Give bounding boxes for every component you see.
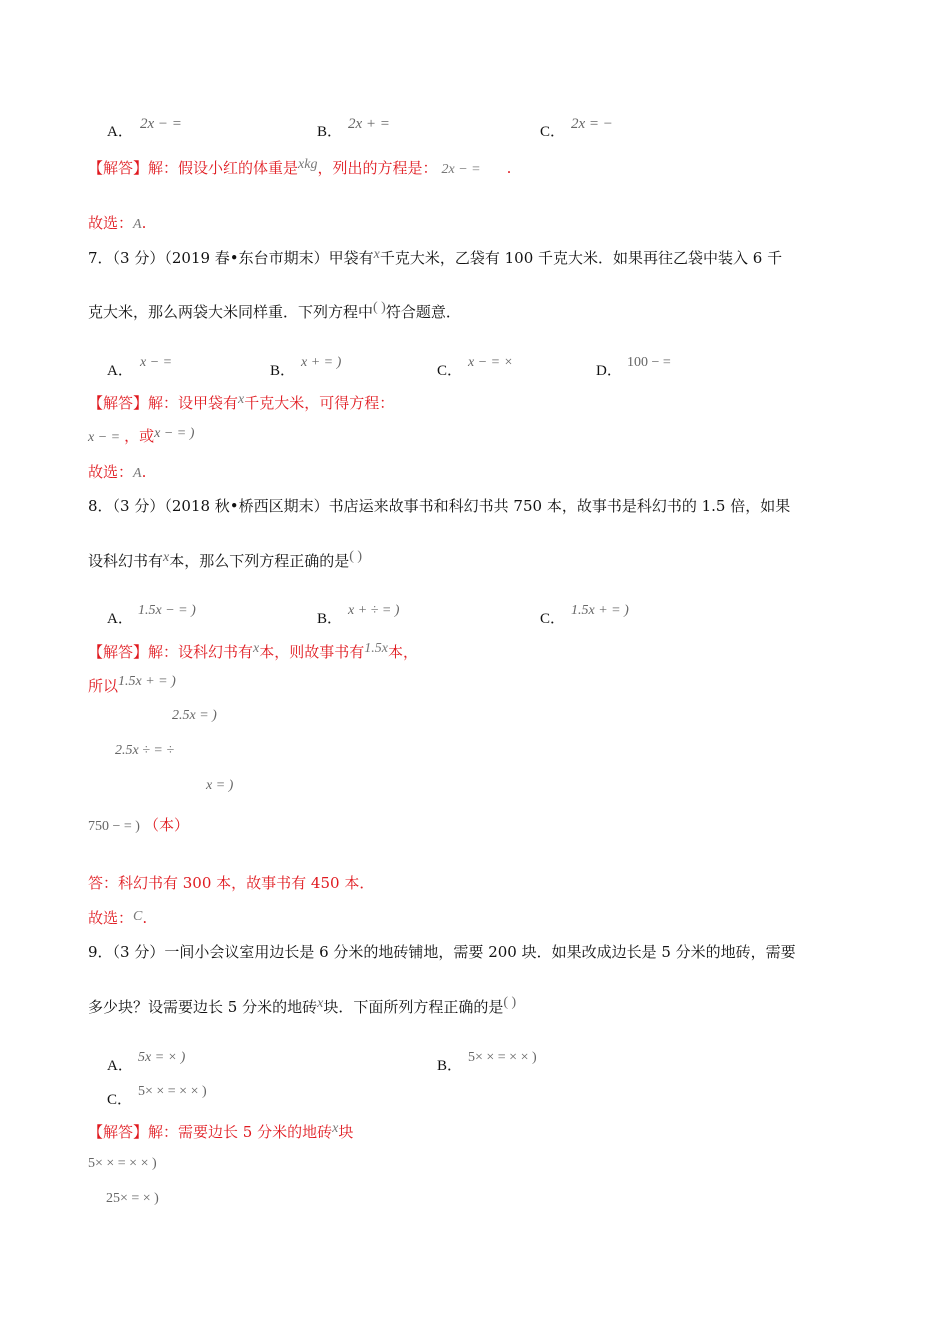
answer-variable: x xyxy=(253,641,260,656)
equation-or: ，或 xyxy=(124,427,155,445)
q8-stem-text-2: 本，那么下列方程正确的是 xyxy=(169,552,350,570)
answer-tag: 【解答】 xyxy=(88,159,149,177)
equation-step: 1.5x + = ) xyxy=(118,674,176,689)
q9-stem-text: 多少块？设需要边长 5 分米的地砖 xyxy=(88,998,318,1016)
q8-option-b-expr: x + ÷ = ) xyxy=(348,603,400,618)
q8-reply: 答：科幻书有 300 本，故事书有 450 本． xyxy=(88,874,375,892)
answer-blank: ( ) xyxy=(503,995,517,1010)
answer-equation: 2x − = xyxy=(441,162,481,177)
equation-step: x = ) xyxy=(206,778,234,793)
unit-label: （本） xyxy=(143,816,189,834)
q7-stem-text-3: 克大米，那么两袋大米同样重．下列方程中 xyxy=(88,303,374,321)
q9-stem-line-1: 9．（3 分）一间小会议室用边长是 6 分米的地砖铺地，需要 200 块．如果改成边长是 5 分米的地砖，需要 xyxy=(88,943,796,961)
q8-option-b-label[interactable]: B． xyxy=(317,611,343,627)
equation-step: 2.5x ÷ = ÷ xyxy=(115,743,175,758)
choice-end: . xyxy=(141,214,147,232)
choice-value: A xyxy=(133,466,142,481)
q7-variable: x xyxy=(373,247,380,262)
q7-option-c-expr: x − = × xyxy=(468,355,514,370)
q8-step-1 xyxy=(88,676,176,696)
q9-option-a-expr: 5x = × ) xyxy=(138,1050,186,1065)
q7-option-d-label[interactable]: D． xyxy=(596,363,622,379)
choice-end: . xyxy=(141,463,147,481)
equation-b: x − = ) xyxy=(154,426,195,441)
q7-stem-text-2: 千克大米，乙袋有 100 千克大米．如果再往乙袋中装入 6 千 xyxy=(379,249,783,267)
q6-option-b-expr: 2x + = xyxy=(348,116,390,132)
q6-choice xyxy=(88,213,146,235)
q7-stem-line-1 xyxy=(88,248,782,270)
q8-option-c-expr: 1.5x + = ) xyxy=(571,603,629,618)
q7-choice xyxy=(88,462,146,484)
answer-tag: 【解答】 xyxy=(88,643,149,661)
q7-stem-text: 7．（3 分）（2019 春•东台市期末）甲袋有 xyxy=(88,249,374,267)
answer-variable: x xyxy=(332,1121,339,1136)
q7-answer xyxy=(88,393,394,415)
q8-stem-line-1: 8．（3 分）（2018 秋•桥西区期末）书店运来故事书和科幻书共 750 本，故事书是科幻书的 1.5 倍，如果 xyxy=(88,497,791,515)
so-label: 所以 xyxy=(88,677,119,695)
choice-label: 故选： xyxy=(88,214,134,232)
choice-end: . xyxy=(142,909,148,927)
equation-step: 25× = × ) xyxy=(106,1191,159,1206)
q7-option-d-expr: 100 − = xyxy=(627,355,671,370)
q9-stem-text-2: 块．下面所列方程正确的是 xyxy=(323,998,504,1016)
q8-variable: x xyxy=(163,550,170,565)
answer-text: 解：设科幻书有 xyxy=(148,643,254,661)
q9-answer xyxy=(88,1122,353,1144)
choice-label: 故选： xyxy=(88,463,134,481)
q6-option-c-expr: 2x = − xyxy=(571,116,613,132)
answer-tag: 【解答】 xyxy=(88,1123,149,1141)
answer-text-3: 本， xyxy=(387,643,418,661)
q7-option-c-label[interactable]: C． xyxy=(437,363,463,379)
q7-equations xyxy=(88,426,194,446)
answer-text-2: ，列出的方程是： xyxy=(317,159,438,177)
q6-option-b-label[interactable]: B． xyxy=(317,124,343,140)
q9-option-c-label[interactable]: C． xyxy=(107,1092,133,1108)
q6-option-a-label[interactable]: A． xyxy=(107,124,133,140)
q9-option-b-label[interactable]: B． xyxy=(437,1058,463,1074)
q7-stem-line-2 xyxy=(88,302,461,324)
q9-option-c-expr: 5× × = × × ) xyxy=(138,1084,207,1099)
answer-text-2: 本，则故事书有 xyxy=(259,643,365,661)
q8-option-c-label[interactable]: C． xyxy=(540,611,566,627)
answer-text-2: 块 xyxy=(338,1123,354,1141)
q9-variable: x xyxy=(317,996,324,1011)
equation-step: 2.5x = ) xyxy=(172,708,217,723)
choice-value: C xyxy=(133,909,143,924)
q7-option-a-expr: x − = xyxy=(140,355,173,370)
answer-end: . xyxy=(506,159,512,177)
answer-text: 解：假设小红的体重是 xyxy=(148,159,299,177)
answer-variable: x xyxy=(238,392,245,407)
answer-text-2: 千克大米，可得方程： xyxy=(244,394,395,412)
q9-stem-line-2 xyxy=(88,997,516,1019)
q6-option-a-expr: 2x − = xyxy=(140,116,182,132)
equation-a: x − = xyxy=(88,430,121,445)
q9-option-a-label[interactable]: A． xyxy=(107,1058,133,1074)
answer-tag: 【解答】 xyxy=(88,394,149,412)
answer-blank: ( ) xyxy=(373,300,386,315)
q7-stem-text-4: 符合题意． xyxy=(385,303,461,321)
q7-option-a-label[interactable]: A． xyxy=(107,363,133,379)
q9-option-b-expr: 5× × = × × ) xyxy=(468,1050,537,1065)
q8-answer xyxy=(88,642,418,664)
answer-text: 解：需要边长 5 分米的地砖 xyxy=(148,1123,333,1141)
q8-step-5 xyxy=(88,815,189,835)
q6-answer xyxy=(88,158,511,180)
choice-label: 故选： xyxy=(88,909,134,927)
q8-option-a-label[interactable]: A． xyxy=(107,611,133,627)
answer-variable-2: 1.5x xyxy=(364,641,388,656)
q8-option-a-expr: 1.5x − = ) xyxy=(138,603,196,618)
q8-stem-line-2 xyxy=(88,551,362,573)
answer-blank: ( ) xyxy=(349,549,363,564)
choice-value: A xyxy=(133,217,142,232)
q6-option-c-label[interactable]: C． xyxy=(540,124,566,140)
answer-variable: xkg xyxy=(298,157,318,172)
q8-choice xyxy=(88,908,147,930)
q7-option-b-expr: x + = ) xyxy=(301,355,342,370)
q7-option-b-label[interactable]: B． xyxy=(270,363,296,379)
answer-text: 解：设甲袋有 xyxy=(148,394,239,412)
equation-step: 750 − = ) xyxy=(88,819,140,834)
equation-step: 5× × = × × ) xyxy=(88,1156,157,1171)
q8-stem-text: 设科幻书有 xyxy=(88,552,164,570)
